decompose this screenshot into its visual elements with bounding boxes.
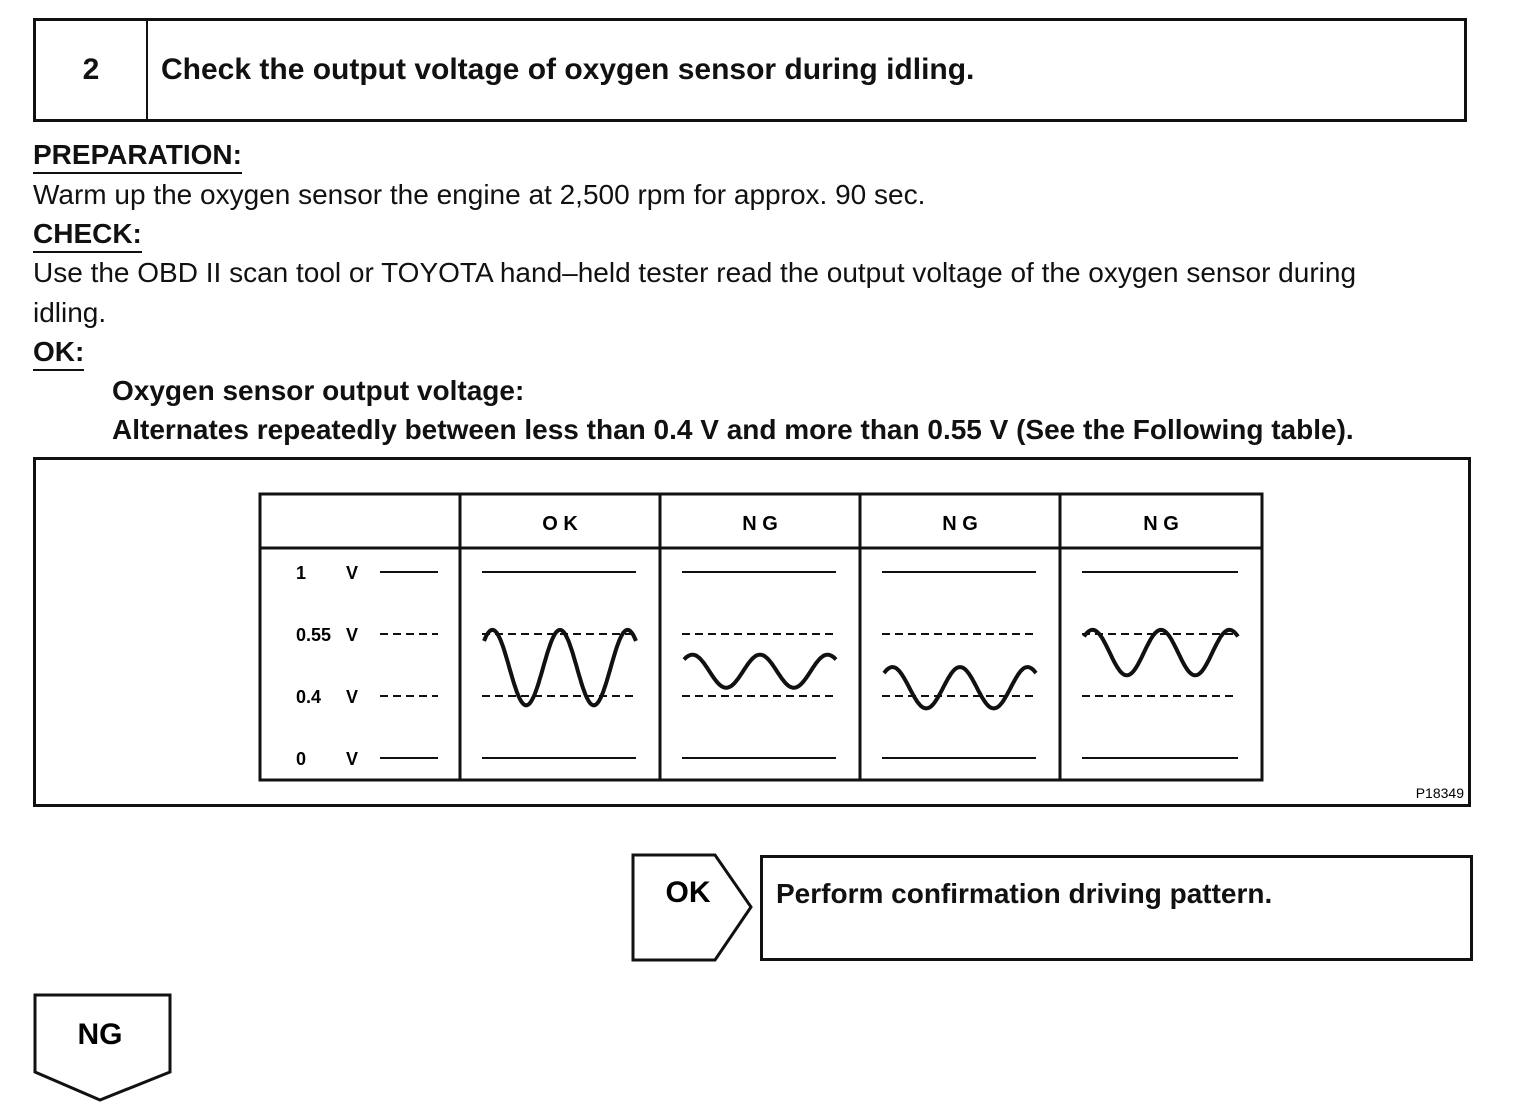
waveform-figure: [33, 457, 1471, 807]
voltage-level-value: 0.55: [296, 625, 332, 645]
check-text-line1: Use the OBD II scan tool or TOYOTA hand–held tester read the output voltage of the oxygen sensor during: [33, 257, 1357, 288]
check-heading: CHECK:: [33, 218, 142, 253]
voltage-level-unit: V: [346, 625, 359, 645]
ok-heading: OK:: [33, 336, 84, 371]
ng-flow-arrow: [32, 992, 174, 1104]
voltage-level-value: 0.4: [296, 687, 322, 707]
ok-spec-line1: Oxygen sensor output voltage:: [112, 375, 525, 406]
ok-flow-label: OK: [665, 876, 711, 909]
voltage-level-unit: V: [346, 563, 359, 583]
voltage-level-unit: V: [346, 687, 359, 707]
ok-spec-line2: Alternates repeatedly between less than 0.4 V and more than 0.55 V (See the Following table).: [112, 414, 1354, 445]
voltage-waveform: [884, 667, 1036, 708]
waveform-table: [36, 460, 1468, 804]
step-title: Check the output voltage of oxygen sensor during idling.: [161, 53, 975, 86]
preparation-text: Warm up the oxygen sensor the engine at 2,500 rpm for approx. 90 sec.: [33, 179, 926, 210]
voltage-waveform: [684, 655, 836, 688]
ok-result-box: [760, 855, 1473, 961]
column-header: N G: [942, 513, 978, 535]
figure-code: P18349: [1415, 785, 1464, 801]
voltage-level-unit: V: [346, 749, 359, 769]
column-header: N G: [1143, 513, 1179, 535]
ok-result-text: Perform confirmation driving pattern.: [776, 878, 1273, 909]
step-number: 2: [36, 21, 148, 119]
voltage-waveform: [1084, 630, 1238, 675]
column-header: O K: [542, 513, 578, 535]
check-text-line2: idling.: [33, 297, 107, 328]
ng-flow-label: NG: [77, 1018, 123, 1051]
preparation-heading: PREPARATION:: [33, 139, 242, 174]
step-header: [33, 18, 1467, 122]
voltage-level-value: 1: [296, 563, 307, 583]
voltage-level-value: 0: [296, 749, 307, 769]
column-header: N G: [742, 513, 778, 535]
ok-flow-arrow: [630, 852, 756, 964]
voltage-waveform: [484, 630, 636, 705]
table-border: [260, 494, 1262, 780]
